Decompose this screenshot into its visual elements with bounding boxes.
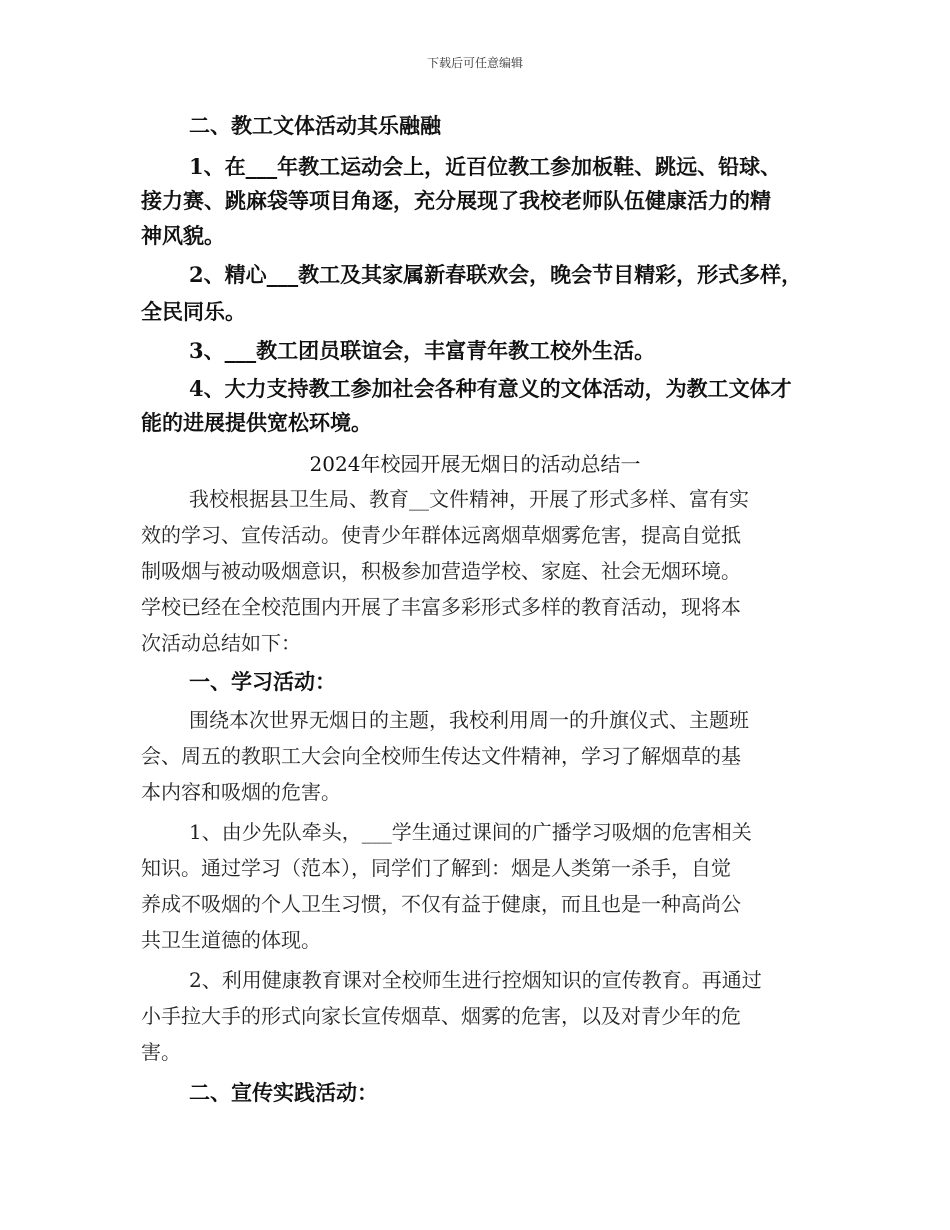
paragraph-line: 3、___教工团员联谊会，丰富青年教工校外生活。 — [189, 338, 656, 363]
paragraph-line: 本内容和吸烟的危害。 — [141, 780, 341, 804]
section-heading: 一、学习活动： — [189, 669, 336, 694]
paragraph-line: 接力赛、跳麻袋等项目角逐，充分展现了我校老师队伍健康活力的精 — [141, 188, 771, 213]
paragraph-line: 4、大力支持教工参加社会各种有意义的文体活动，为教工文体才 — [189, 376, 792, 401]
paragraph-line: 围绕本次世界无烟日的主题，我校利用周一的升旗仪式、主题班 — [189, 708, 749, 732]
paragraph-line: 制吸烟与被动吸烟意识，积极参加营造学校、家庭、社会无烟环境。 — [141, 559, 741, 583]
paragraph-line: 知识。通过学习（范本），同学们了解到：烟是人类第一杀手，自觉 — [141, 856, 731, 880]
paragraph-line: 1、由少先队牵头，___学生通过课间的广播学习吸烟的危害相关 — [189, 820, 752, 844]
paragraph-line: 全民同乐。 — [141, 299, 246, 324]
paragraph-line: 学校已经在全校范围内开展了丰富多彩形式多样的教育活动，现将本 — [141, 595, 741, 619]
paragraph-line: 次活动总结如下： — [141, 631, 301, 655]
section-heading: 二、宣传实践活动： — [189, 1080, 378, 1105]
paragraph-line: 2、精心___教工及其家属新春联欢会，晚会节目精彩，形式多样， — [189, 262, 803, 287]
article-title: 2024年校园开展无烟日的活动总结一 — [309, 452, 641, 476]
paragraph-line: 养成不吸烟的个人卫生习惯，不仅有益于健康，而且也是一种高尚公 — [141, 892, 741, 916]
paragraph-line: 效的学习、宣传活动。使青少年群体远离烟草烟雾危害，提高自觉抵 — [141, 523, 741, 547]
paragraph-line: 能的进展提供宽松环境。 — [141, 410, 372, 435]
paragraph-line: 害。 — [141, 1040, 181, 1064]
paragraph-line: 1、在___年教工运动会上，近百位教工参加板鞋、跳远、铅球、 — [189, 154, 782, 179]
page-header: 下载后可任意编辑 — [426, 56, 523, 70]
paragraph-line: 小手拉大手的形式向家长宣传烟草、烟雾的危害，以及对青少年的危 — [141, 1004, 741, 1028]
section-heading: 二、教工文体活动其乐融融 — [189, 113, 441, 138]
paragraph-line: 我校根据县卫生局、教育__文件精神，开展了形式多样、富有实 — [189, 487, 749, 511]
paragraph-line: 神风貌。 — [141, 223, 225, 248]
paragraph-line: 共卫生道德的体现。 — [141, 928, 321, 952]
paragraph-line: 2、利用健康教育课对全校师生进行控烟知识的宣传教育。再通过 — [189, 968, 762, 992]
paragraph-line: 会、周五的教职工大会向全校师生传达文件精神，学习了解烟草的基 — [141, 744, 741, 768]
